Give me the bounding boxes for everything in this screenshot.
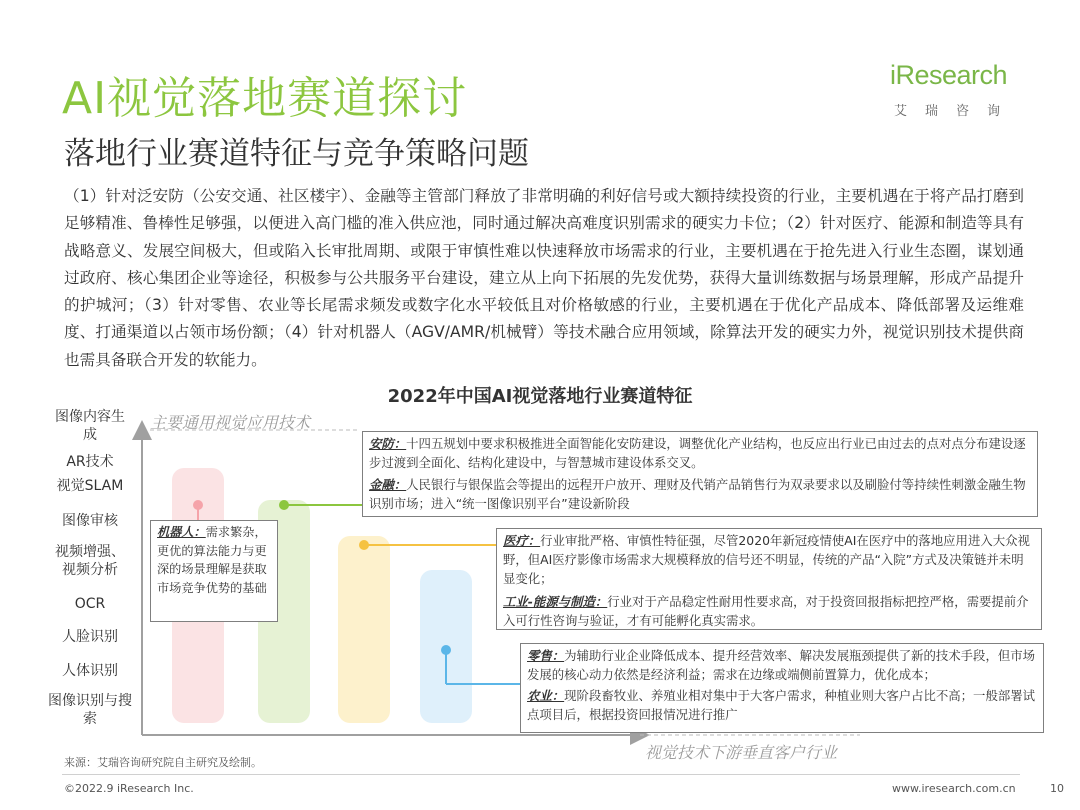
tech-label: 图像内容生成 [55, 409, 125, 443]
diagram-title: 2022年中国AI视觉落地行业赛道特征 [387, 386, 693, 407]
security-text: 十四五规划中要求积极推进全面智能化安防建设，调整优化产业结构，也反应出行业已由过去的点对点分布建设逐步过渡到全面化、结构化建设中，与智慧城市建设体系交叉。 [369, 436, 1026, 470]
industry-text: 行业对于产品稳定性耐用性要求高，对于投资回报指标把控严格，需要提前介入可行性咨询与验证，才有可能孵化真实需求。 [503, 594, 1029, 628]
medical-industry-box [496, 528, 1042, 630]
medical-label: 医疗： [503, 533, 541, 548]
tech-label: 人体识别 [62, 663, 118, 679]
page-title: AI视觉落地赛道探讨 [62, 73, 468, 124]
y-axis-label: 主要通用视觉应用技术 [150, 413, 311, 432]
tech-label: OCR [74, 596, 106, 612]
agriculture-label: 农业： [527, 688, 565, 703]
finance-label: 金融： [369, 477, 407, 492]
industry-label: 工业-能源与制造： [503, 594, 608, 609]
finance-text: 人民银行与银保监会等提出的远程开户放开、理财及代销产品销售行为双录要求以及刷脸付等持续性刺激金融生物识别市场；进入“统一图像识别平台”建设新阶段 [369, 477, 1026, 511]
medical-text: 行业审批严格、审慎性特征强，尽管2020年新冠疫情使AI在医疗中的落地应用进入大众视野，但AI医疗影像市场需求大规模释放的信号还不明显，传统的产品“入院”方式及决策链并未明显变化； [503, 533, 1030, 586]
tech-label: 视频增强、视频分析 [55, 544, 125, 578]
robot-label: 机器人： [157, 525, 206, 539]
logo-subtext: 艾瑞咨询 [894, 104, 1019, 119]
bar-medical-industry [338, 536, 390, 723]
retail-agriculture-box [520, 643, 1044, 733]
copyright: ©2022.9 iResearch Inc. [64, 782, 194, 795]
page-subtitle: 落地行业赛道特征与竞争策略问题 [64, 136, 529, 172]
tech-label: 视觉SLAM [56, 478, 124, 494]
security-finance-box [362, 431, 1038, 517]
retail-text: 为辅助行业企业降低成本、提升经营效率、解决发展瓶颈提供了新的技术手段，但市场发展的核心动力依然是经济利益；需求在边缘或端侧前置算力，优化成本； [527, 648, 1036, 682]
intro-paragraph: （1）针对泛安防（公安交通、社区楼宇）、金融等主管部门释放了非常明确的利好信号或大额持续投资的行业，主要机遇在于将产品打磨到足够精准、鲁棒性足够强，以便进入高门槛的准入供应池，同时通过解决高难度识别需求的硬实力卡位；（2）针对医疗、能源和制造等具有战略意义、发展空间极大，但或陷入长审批周期、或限于审慎性难以快速释放市场需求的行业，主要机遇在于抢先进入行业生态圈，谋划通过政府、核心集团企业等途径，积极参与公共服务平台建设，建立从上向下拓展的先发优势，获得大量训练数据与场景理解，形成产品提升的护城河；（3）针对零售、农业等长尾需求频发或数字化水平较低且对价格敏感的行业，主要机遇在于优化产品成本、降低部署及运维难度、打通渠道以占领市场份额；（4）针对机器人（AGV/AMR/机械臂）等技术融合应用领域，除算法开发的硬实力外，视觉识别技术提供商也需具备联合开发的软能力。 [64, 187, 1024, 369]
retail-label: 零售： [527, 648, 565, 663]
source-note: 来源：艾瑞咨询研究院自主研究及绘制。 [64, 756, 262, 769]
robot-text: 需求繁杂，更优的算法能力与更深的场景理解是获取市场竞争优势的基础 [157, 525, 267, 595]
dot-robot [193, 500, 203, 510]
dot-security [279, 500, 289, 510]
footer-divider [62, 774, 1020, 775]
dot-medical [359, 540, 369, 550]
tech-label: 图像识别与搜索 [48, 693, 132, 727]
security-label: 安防： [369, 436, 407, 451]
logo-text: iResearch [890, 60, 1008, 90]
tech-label: AR技术 [66, 454, 114, 470]
tech-label: 人脸识别 [62, 629, 118, 645]
dot-retail [441, 645, 451, 655]
tech-label: 图像审核 [62, 513, 118, 529]
footer-url[interactable]: www.iresearch.com.cn [892, 782, 1016, 795]
x-axis-label: 视觉技术下游垂直客户行业 [645, 743, 838, 762]
robot-box [150, 520, 278, 622]
agriculture-text: 现阶段畜牧业、养殖业相对集中于大客户需求，种植业则大客户占比不高；一般部署试点项目后，根据投资回报情况进行推广 [527, 688, 1036, 722]
page-number: 10 [1050, 782, 1064, 795]
